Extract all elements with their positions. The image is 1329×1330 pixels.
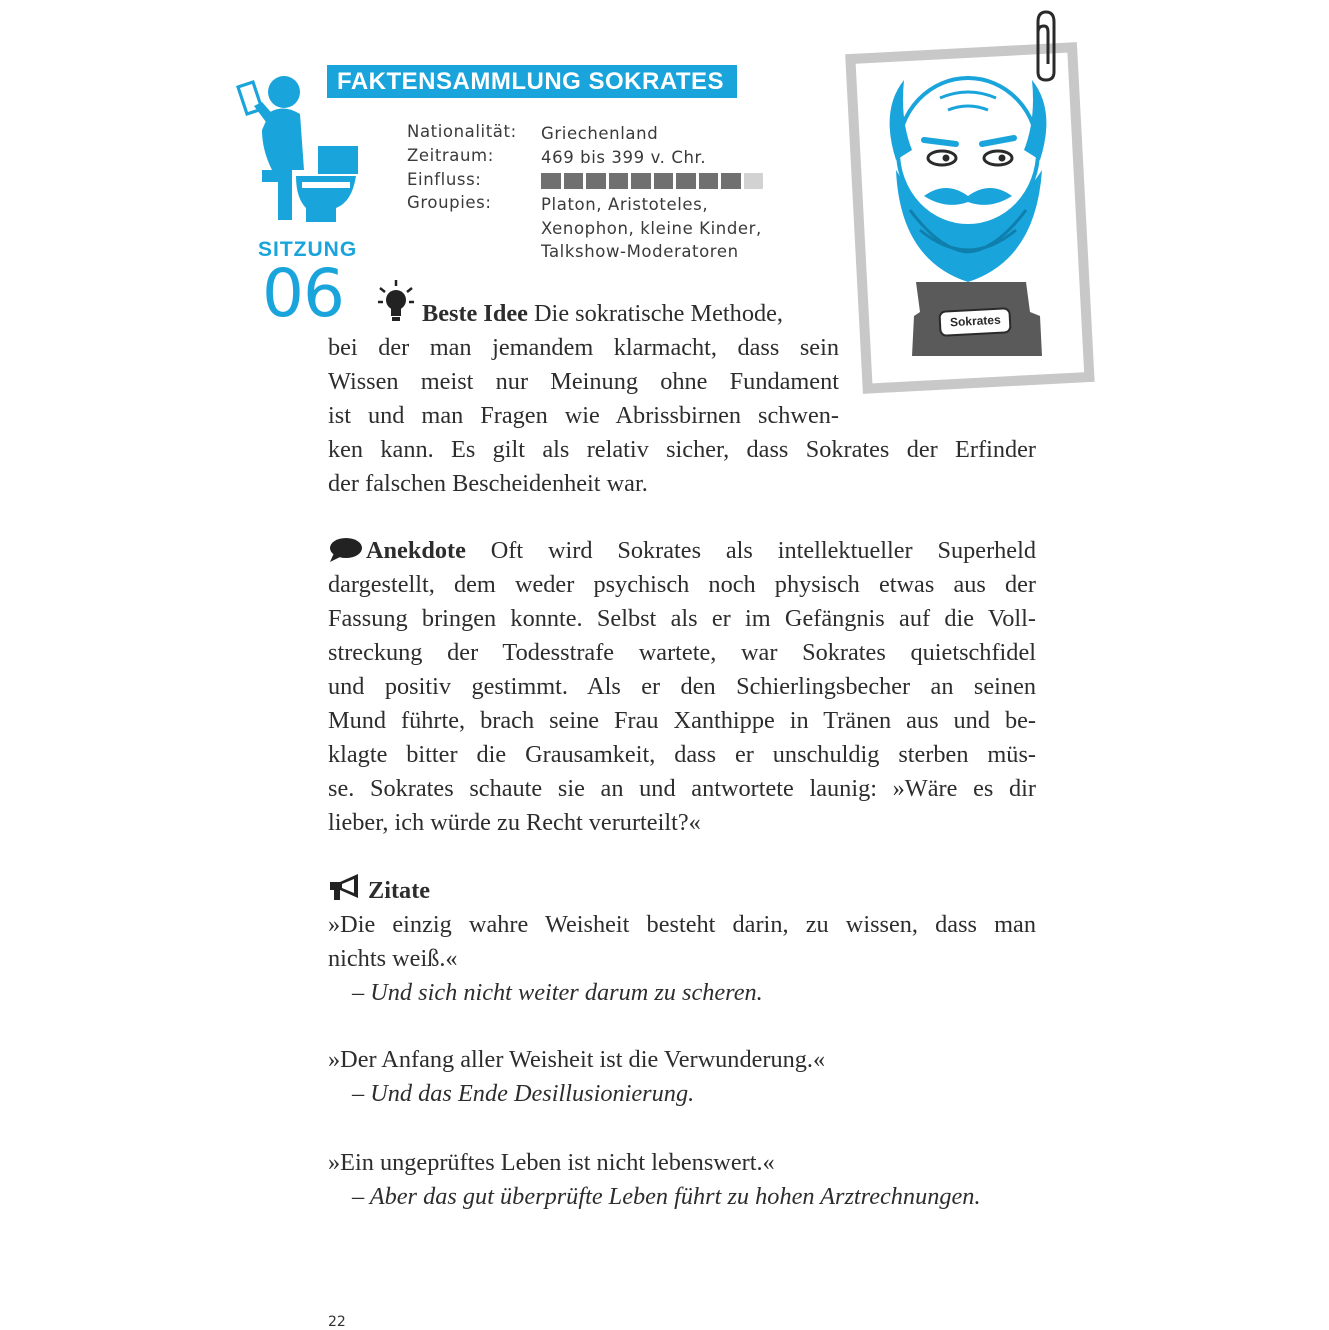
quote-block	[328, 1146, 1038, 1214]
quote-line: »Die einzig wahre Weisheit besteht darin, zu wissen, dass man	[328, 911, 1036, 938]
fact-sheet-title: FAKTENSAMMLUNG SOKRATES	[327, 65, 737, 98]
influence-segment-filled	[564, 173, 584, 189]
quotes-heading: Zitate	[368, 877, 431, 904]
best-idea-heading: Beste Idee	[422, 300, 528, 327]
influence-segment-filled	[586, 173, 606, 189]
period-value: 469 bis 399 v. Chr.	[541, 148, 707, 167]
nationality-value: Griechenland	[541, 124, 659, 143]
anecdote-line: Oft wird Sokrates als intellektueller Superheld	[490, 537, 1036, 564]
influence-rating-bar	[541, 173, 763, 189]
best-idea-line: Wissen meist nur Meinung ohne Fundament	[328, 368, 839, 395]
influence-segment-filled	[676, 173, 696, 189]
anecdote-line: Mund führte, brach seine Frau Xanthippe in Tränen aus und be-	[328, 707, 1036, 734]
session-label: SITZUNG	[258, 238, 358, 261]
best-idea-line: der falschen Bescheidenheit war.	[328, 470, 648, 497]
anecdote-line: Fassung bringen konnte. Selbst als er im Gefängnis auf die Voll-	[328, 605, 1036, 632]
best-idea-line: ist und man Fragen wie Abrissbirnen schwen-	[328, 402, 839, 429]
influence-segment-filled	[699, 173, 719, 189]
period-label: Zeitraum:	[407, 146, 494, 165]
anecdote-line: und positiv gestimmt. Als er den Schierlingsbecher an seinen	[328, 673, 1036, 700]
quote-line: nichts weiß.«	[328, 945, 458, 972]
best-idea-line: bei der man jemandem klarmacht, dass sein	[328, 334, 839, 361]
influence-segment-empty	[744, 173, 764, 189]
best-idea-line: Die sokratische Methode,	[534, 300, 783, 327]
influence-label: Einfluss:	[407, 170, 482, 189]
groupies-line: Talkshow-Moderatoren	[541, 242, 739, 261]
anecdote-paragraph	[328, 534, 1038, 840]
session-number: 06	[262, 255, 344, 332]
groupies-line: Platon, Aristoteles,	[541, 195, 709, 214]
anecdote-heading: Anekdote	[366, 537, 466, 564]
quote-comment: – Und sich nicht weiter darum zu scheren.	[352, 979, 763, 1006]
influence-segment-filled	[721, 173, 741, 189]
influence-segment-filled	[631, 173, 651, 189]
paperclip-icon	[1030, 8, 1062, 84]
quote-comment: – Aber das gut überprüfte Leben führt zu hohen Arztrechnungen.	[352, 1183, 981, 1210]
anecdote-line: lieber, ich würde zu Recht verurteilt?«	[328, 809, 701, 836]
influence-segment-filled	[609, 173, 629, 189]
influence-segment-filled	[654, 173, 674, 189]
anecdote-line: streckung der Todesstrafe wartete, war Sokrates quietschfidel	[328, 639, 1036, 666]
best-idea-paragraph	[328, 297, 1038, 501]
groupies-line: Xenophon, kleine Kinder,	[541, 218, 762, 238]
quote-line: »Der Anfang aller Weisheit ist die Verwunderung.«	[328, 1046, 826, 1073]
groupies-label: Groupies:	[407, 193, 492, 212]
quote-block	[328, 1043, 1038, 1111]
best-idea-line: ken kann. Es gilt als relativ sicher, dass Sokrates der Erfinder	[328, 436, 1036, 463]
quote-comment: – Und das Ende Desillusionierung.	[352, 1080, 695, 1107]
anecdote-line: klagte bitter die Grausamkeit, dass er unschuldig sterben müs-	[328, 741, 1036, 768]
influence-segment-filled	[541, 173, 561, 189]
anecdote-line: dargestellt, dem weder psychisch noch physisch etwas aus der	[328, 571, 1036, 598]
anecdote-line: se. Sokrates schaute sie an und antwortete launig: »Wäre es dir	[328, 775, 1036, 802]
nameplate-text: Sokrates	[949, 312, 1002, 330]
page-number: 22	[328, 1314, 346, 1330]
quote-line: »Ein ungeprüftes Leben ist nicht lebenswert.«	[328, 1149, 775, 1176]
groupies-value	[541, 193, 762, 264]
quotes-section	[328, 874, 1038, 1010]
nationality-label: Nationalität:	[407, 122, 517, 141]
